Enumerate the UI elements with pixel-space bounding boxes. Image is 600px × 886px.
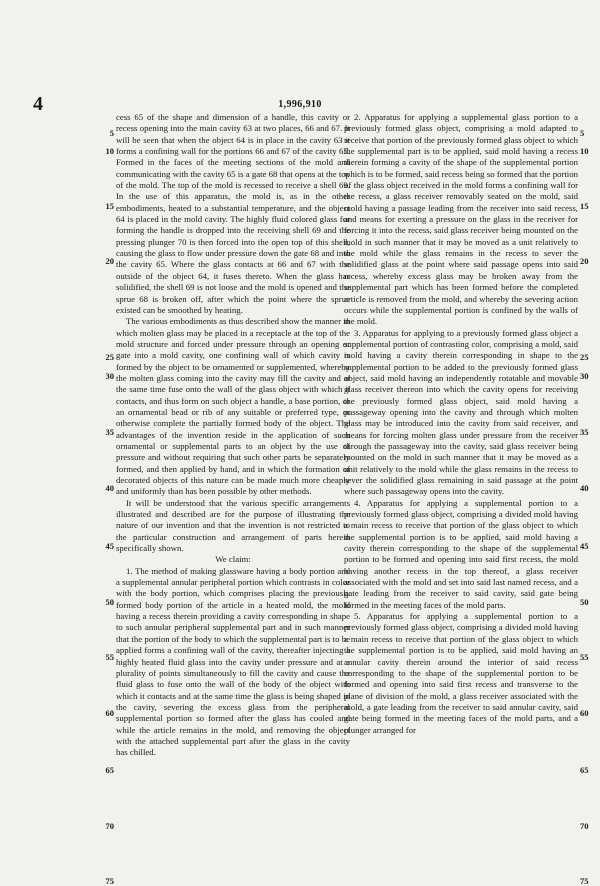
paragraph: It will be understood that the various specific arrangements illustrated and described are for the purpose of illustrating the nature of our invention and that the invention is not restricted to the particular construction and arrangement of parts herein specifically shown. [116, 497, 350, 554]
line-number: 40 [580, 483, 589, 493]
right-text-column [344, 112, 578, 736]
line-number: 70 [580, 821, 589, 831]
line-number: 65 [580, 765, 589, 775]
paragraph: The various embodiments as thus described show the manner in which molten glass may be placed in a receptacle at the top of the mold structure and forced under pressure through an opening or gate into a mold cavity, one confining wall of which cavity is formed by the object to be ornamented or supplemented, whereby the molten glass coming into the cavity may fill the cavity and at the same time fuse onto the wall of the glass object with which it contacts, and thus form on such object a handle, a base portion, or an ornamental bead or rib of any suitable or preferred type, or otherwise complete the partially formed body of the object. The advantages of the invention reside in the application of such ornamental or supplemental parts to an object by the use of pressure and without requiring that such other parts be separately formed, and then applied by hand, and in which the formation of decorated objects of this nature can be made much more cheaply and uniformly than has been possible by other methods. [116, 316, 350, 497]
patent-number: 1,996,910 [278, 99, 322, 110]
line-number: 15 [105, 201, 114, 211]
line-number: 5 [580, 128, 585, 138]
claim-paragraph: 3. Apparatus for applying to a previously formed glass object a supplemental portion of contrasting color, comprising a mold, said mold having a cavity therein corresponding in shape to the supplemental portion to be added to the previously formed glass object, said mold having an independently rotatable and movable glass receiver thereon into which the cavity opens for receiving the previously formed glass object, said mold having a passageway opening into the cavity and through which molten glass may be introduced into the cavity from said receiver, and means for forcing molten glass under pressure from the receiver through the passageway into the cavity, said glass receiver being mounted on the mold in such manner that it may be moved as a unit relatively to the mold while the glass remains in the recess to sever the solidified glass remaining in said passage at the point where such passageway opens into the cavity. [344, 327, 578, 497]
line-number: 25 [580, 352, 589, 362]
line-number: 55 [105, 652, 114, 662]
claim-paragraph: 5. Apparatus for applying a supplemental portion to a previously formed glass object, comprising a divided mold having a main recess to receive that portion of the glass object to which the supplemental portion is to be applied, said mold having an annular cavity therein around the interior of said recess corresponding to the shape of the supplemental portion to be formed and opening into said first recess and transverse to the plane of division of the mold, a glass receiver associated with the mold, a gate leading from the receiver to said annular cavity, said gate being formed in the meeting faces of the mold parts, and a plunger arranged for [344, 611, 578, 735]
line-number: 30 [105, 371, 114, 381]
line-number: 60 [105, 708, 114, 718]
line-number: 35 [580, 427, 589, 437]
line-number: 10 [580, 146, 589, 156]
claim-paragraph: 4. Apparatus for applying a supplemental portion to a previously formed glass object, comprising a divided mold having a main recess to receive that portion of the glass object to which the supplemental portion is to be applied, said mold having a cavity therein corresponding to the shape of the supplemental portion to be formed and opening into said first recess, the mold having another recess in the top thereof, a glass receiver associated with the mold and set into said last named recess, and a gate leading from the receiver to said cavity, said gate being formed in the meeting faces of the mold parts. [344, 497, 578, 610]
line-number: 25 [105, 352, 114, 362]
line-number: 65 [105, 765, 114, 775]
line-number: 50 [580, 597, 589, 607]
line-number: 20 [580, 256, 589, 266]
line-number: 70 [105, 821, 114, 831]
page-number: 4 [33, 93, 43, 115]
line-number: 75 [580, 876, 589, 886]
line-number: 75 [105, 876, 114, 886]
line-number: 35 [105, 427, 114, 437]
line-number: 20 [105, 256, 114, 266]
line-number: 50 [105, 597, 114, 607]
line-number: 55 [580, 652, 589, 662]
line-number: 10 [105, 146, 114, 156]
line-number: 40 [105, 483, 114, 493]
line-number: 15 [580, 201, 589, 211]
line-number: 5 [109, 128, 114, 138]
line-number: 45 [580, 541, 589, 551]
line-number: 60 [580, 708, 589, 718]
line-number: 30 [580, 371, 589, 381]
claim-paragraph: 2. Apparatus for applying a supplemental glass portion to a previously formed glass object, comprising a mold adapted to receive that portion of the previously formed glass object to which the supplemental part is to be applied, said mold having a recess therein forming a cavity of the shape of the supplemental portion which is to be formed, said recess being so formed that the portion of the glass object received in the mold forms a confining wall for the recess, a glass receiver removably seated on the mold, said mold having a passage leading from the receiver into said recess, and means for exerting a pressure on the glass in the receiver for forcing it into the recess, said glass receiver being mounted on the mold in such manner that it may be moved as a unit relatively to the mold while the glass remains in the recess to sever the solidified glass at the point where said passage opens into said recess, whereby excess glass may be broken away from the supplemental part which has been formed before the completed article is removed from the mold, and whereby the severing action occurs while the supplemental portion is confined by the walls of the mold. [344, 112, 578, 327]
claim-paragraph: 1. The method of making glassware having a body portion and a supplemental annular peripheral portion which contrasts in color with the body portion, which comprises placing the previously formed body portion of the article in a heated mold, the mold having a recess therein providing a cavity corresponding in shape to such annular peripheral supplemental part and in such manner that the portion of the body to which the supplemental part is to be applied forms a confining wall of the cavity, thereafter injecting a highly heated fluid glass into the cavity under pressure and at a plurality of points simultaneously to fill the cavity and cause the fluid glass to fuse onto the wall of the body of the object with which it contacts and at the same time the glass is being shaped in the cavity, severing the excess glass from the peripheral supplemental portion so formed after the glass has cooled and while the article remains in the mold, and removing the object with the attached supplemental part after the glass in the cavity has chilled. [116, 565, 350, 758]
paragraph: cess 65 of the shape and dimension of a handle, this cavity or recess opening into the main cavity 63 at two places, 66 and 67. It will be seen that when the object 64 is in place in the cavity 63 it forms a confining wall for the portions 66 and 67 of the cavity 65. Formed in the faces of the meeting sections of the mold and communicating with the cavity 65 is a gate 68 that opens at the top of the mold. The top of the mold is recessed to receive a shell 69. In the use of this apparatus, the mold is, as in the other embodiments, heated to a substantial temperature, and the object 64 is placed in the mold cavity. The highly fluid colored glass for forming the handle is dropped into the receiving shell 69 and the pressing plunger 70 is then forced into the open top of this shell, causing the glass to flow under pressure down the gate 68 and into the cavity 65. Where the glass contacts at 66 and 67 with the outside of the object 64, it fuses thereto. When the glass has solidified, the shell 69 is not loose and the mold is opened and the sprue 68 is broken off, after which the point where the sprue existed can be smoothed by heating. [116, 112, 351, 315]
left-text-column [116, 112, 350, 759]
claims-heading: We claim: [215, 554, 251, 565]
line-number: 45 [105, 541, 114, 551]
